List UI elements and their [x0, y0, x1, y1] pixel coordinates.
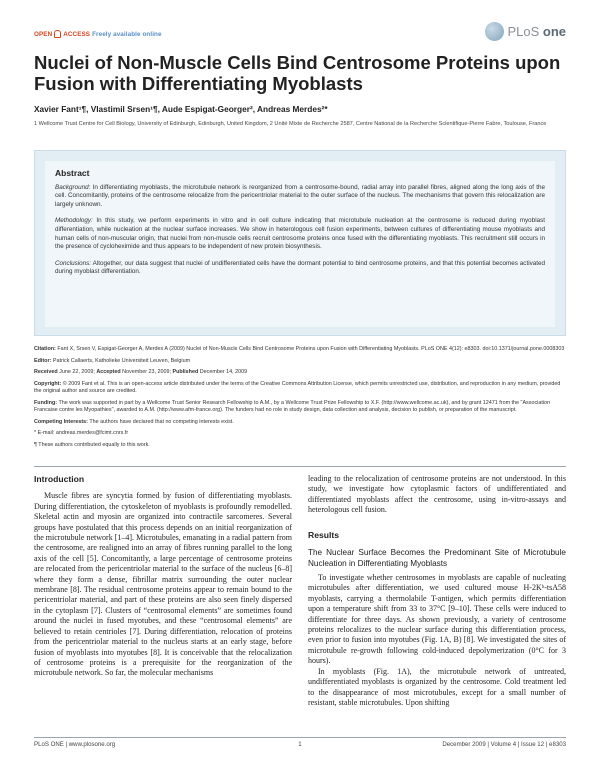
citation: Citation: Fant X, Srsen V, Espigat-Georger A, Merdes A (2009) Nuclei of Non-Muscle Cells Bind Centrosome Proteins upon Fusion with Differentiating Myoblasts. PLoS ONE 4(12): e8303. doi:10.1371/journal.pone.0008303 [34, 346, 565, 352]
abstract-methodology: Methodology: In this study, we perform experiments in vitro and in cell culture indicating that microtubule nucleation at the centrosome is reduced during myoblast differentiation, while nucleation at the nuclear surface increases. We show in heterologous cell fusion experiments, between cultures of differentiating mouse myoblasts and human cells of non-muscular origin, that nuclei from non-muscle cells recruit centrosome proteins once fused with the differentiating myoblasts. This recruitment still occurs in the presence of cycloheximide and thus appears to be independent of new protein biosynthesis. [55, 217, 545, 251]
author-list: Xavier Fant¹¶, Vlastimil Srsen¹¶, Aude Espigat-Georger², Andreas Merdes²* [34, 104, 328, 114]
abstract-box [34, 150, 566, 336]
affiliations: 1 Wellcome Trust Centre for Cell Biology, University of Edinburgh, Edinburgh, United Kingdom, 2 Unité Mixte de Recherche 2587, Centre National de la Recherche Scientifique-Pierre Fabre, Toulouse, France [34, 121, 547, 127]
article-metadata [34, 346, 566, 453]
freely-available-label: Freely available online [92, 30, 162, 38]
results-heading: Results [308, 529, 340, 540]
open-access-badge: OPEN ACCESS Freely available online [34, 30, 162, 38]
results-subheading: The Nuclear Surface Becomes the Predominant Site of Microtubule Nucleation in Differentiating Myoblasts [308, 548, 566, 569]
introduction-heading: Introduction [34, 474, 85, 484]
footer-issue: December 2009 | Volume 4 | Issue 12 | e8303 [442, 741, 566, 748]
competing-interests: Competing Interests: The authors have declared that no competing interests exist. [34, 418, 234, 425]
footer-journal[interactable]: PLoS ONE | www.plosone.org [34, 741, 116, 748]
article-title: Nuclei of Non-Muscle Cells Bind Centrosome Proteins upon Fusion with Differentiating Myoblasts [34, 52, 561, 94]
page-number: 1 [298, 741, 302, 748]
globe-icon [485, 22, 504, 41]
results-paragraph-2: In myoblasts (Fig. 1A), the microtubule network of untreated, undifferentiated myoblasts is organized by the centrosome. Cold treatment led to the disappearance of most microtubules, except for a small number of resistant, stable microtubules. Upon shifting [308, 666, 566, 707]
abstract-heading: Abstract [55, 168, 90, 178]
results-paragraph-1: To investigate whether centrosomes in myoblasts are capable of nucleating microtubules after differentiation, we used cultured mouse H-2Kᵇ-tsA58 myoblasts, carrying a thermolabile T-antigen, which permits differentiation upon a temperature shift from 33 to 37°C [9–10]. These cells were induced to differentiate for three days. As shown previously, a variety of centrosome proteins relocalizes to the nuclear surface during this differentiation process, even prior to fusion into myotubes (Fig. 1A, B) [8]. We investigated the sites of microtubule re-growth following cold-induced depolymerization (0°C for 3 hours). [308, 573, 566, 666]
equal-contribution-note: ¶ These authors contributed equally to this work. [34, 441, 150, 448]
copyright: Copyright: © 2009 Fant et al. This is an open-access article distributed under the terms of the Creative Commons Attribution License, which permits unrestricted use, distribution, and reproduction in any medium, provided the original author and source are credited. [34, 380, 561, 394]
left-column [34, 474, 292, 679]
page-footer [34, 737, 566, 749]
divider [34, 466, 566, 467]
right-column [308, 474, 566, 708]
plos-one-logo: PLoS one [485, 22, 566, 41]
dates: Received June 22, 2009; Accepted November 23, 2009; Published December 14, 2009 [34, 369, 248, 375]
introduction-text: Muscle fibres are syncytia formed by fusion of differentiating myoblasts. During differentiation, the cytoskeleton of myoblasts is profoundly remodelled. Skeletal actin and myosin are organized into contractile sarcomeres. Several groups have postulated that this process depends on an initial reorganization of the microtubule network [1–4]. Microtubules, emanating in a radial pattern from the centrosome, are realigned into an array of fibres running parallel to the long axis of the cell [5]. Concomitantly, a large percentage of centrosome proteins are relocated from the pericentriolar material to the surface of the nucleus [6–8] where they form a dense, fibrillar matrix surrounding the outer nuclear membrane [8]. The residual centrosome proteins appear to remain bound to the pericentriolar material, and part of these proteins are also seen finely dispersed in the cytoplasm [7]. Clusters of “centrosomal elements” are sometimes found around the nuclei in fused myotubes, and these “centrosomal elements” are believed to retain centrioles [7]. During differentiation, relocation of proteins from the pericentriolar material to the nucleus starts at an early stage, before fusion of myoblasts into myotubes [8]. It is conceivable that the relocalization of centrosome proteins is a prerequisite for the reorganization of the microtubule network. So far, the molecular mechanisms [34, 491, 292, 678]
editor: Editor: Patrick Callaerts, Katholieke Universiteit Leuven, Belgium [34, 357, 191, 364]
journal-header [34, 22, 566, 46]
open-lock-icon [54, 30, 61, 38]
introduction-continuation: leading to the relocalization of centrosome proteins are not understood. In this study, we investigate how cytoplasmic factors of undifferentiated and differentiated myoblasts affect the centrosome, using in-vitro-assays and heterologous cell fusion. [308, 474, 566, 515]
funding: Funding: The work was supported in part by a Wellcome Trust Senior Research Fellowship to A.M., by a Wellcome Trust Prize Fellowship to X.F. (http://www.wellcome.ac.uk), and by grant 12471 from the "Association Francaise contre les Myopathies", awarded to A.M. (http://www.afm-france.org). The funders had no role in study design, data collection and analysis, decision to publish, or preparation of the manuscript. [34, 399, 551, 413]
abstract-background: Background: In differentiating myoblasts, the microtubule network is reorganized from a centrosome-bound, radial array into parallel fibres, aligned along the long axis of the cell. Concomitantly, proteins of the centrosome relocalize from the pericentriolar material to the outer surface of the nucleus. The mechanisms that govern this relocalization are largely unknown. [55, 183, 545, 208]
abstract-conclusions: Conclusions: Altogether, our data suggest that nuclei of undifferentiated cells have the dormant potential to bind centrosome proteins, and that this potential becomes activated during myoblast differentiation. [55, 259, 545, 276]
corresponding-email[interactable]: * E-mail: andreas.merdes@fcimt.cnrs.fr [34, 430, 129, 436]
